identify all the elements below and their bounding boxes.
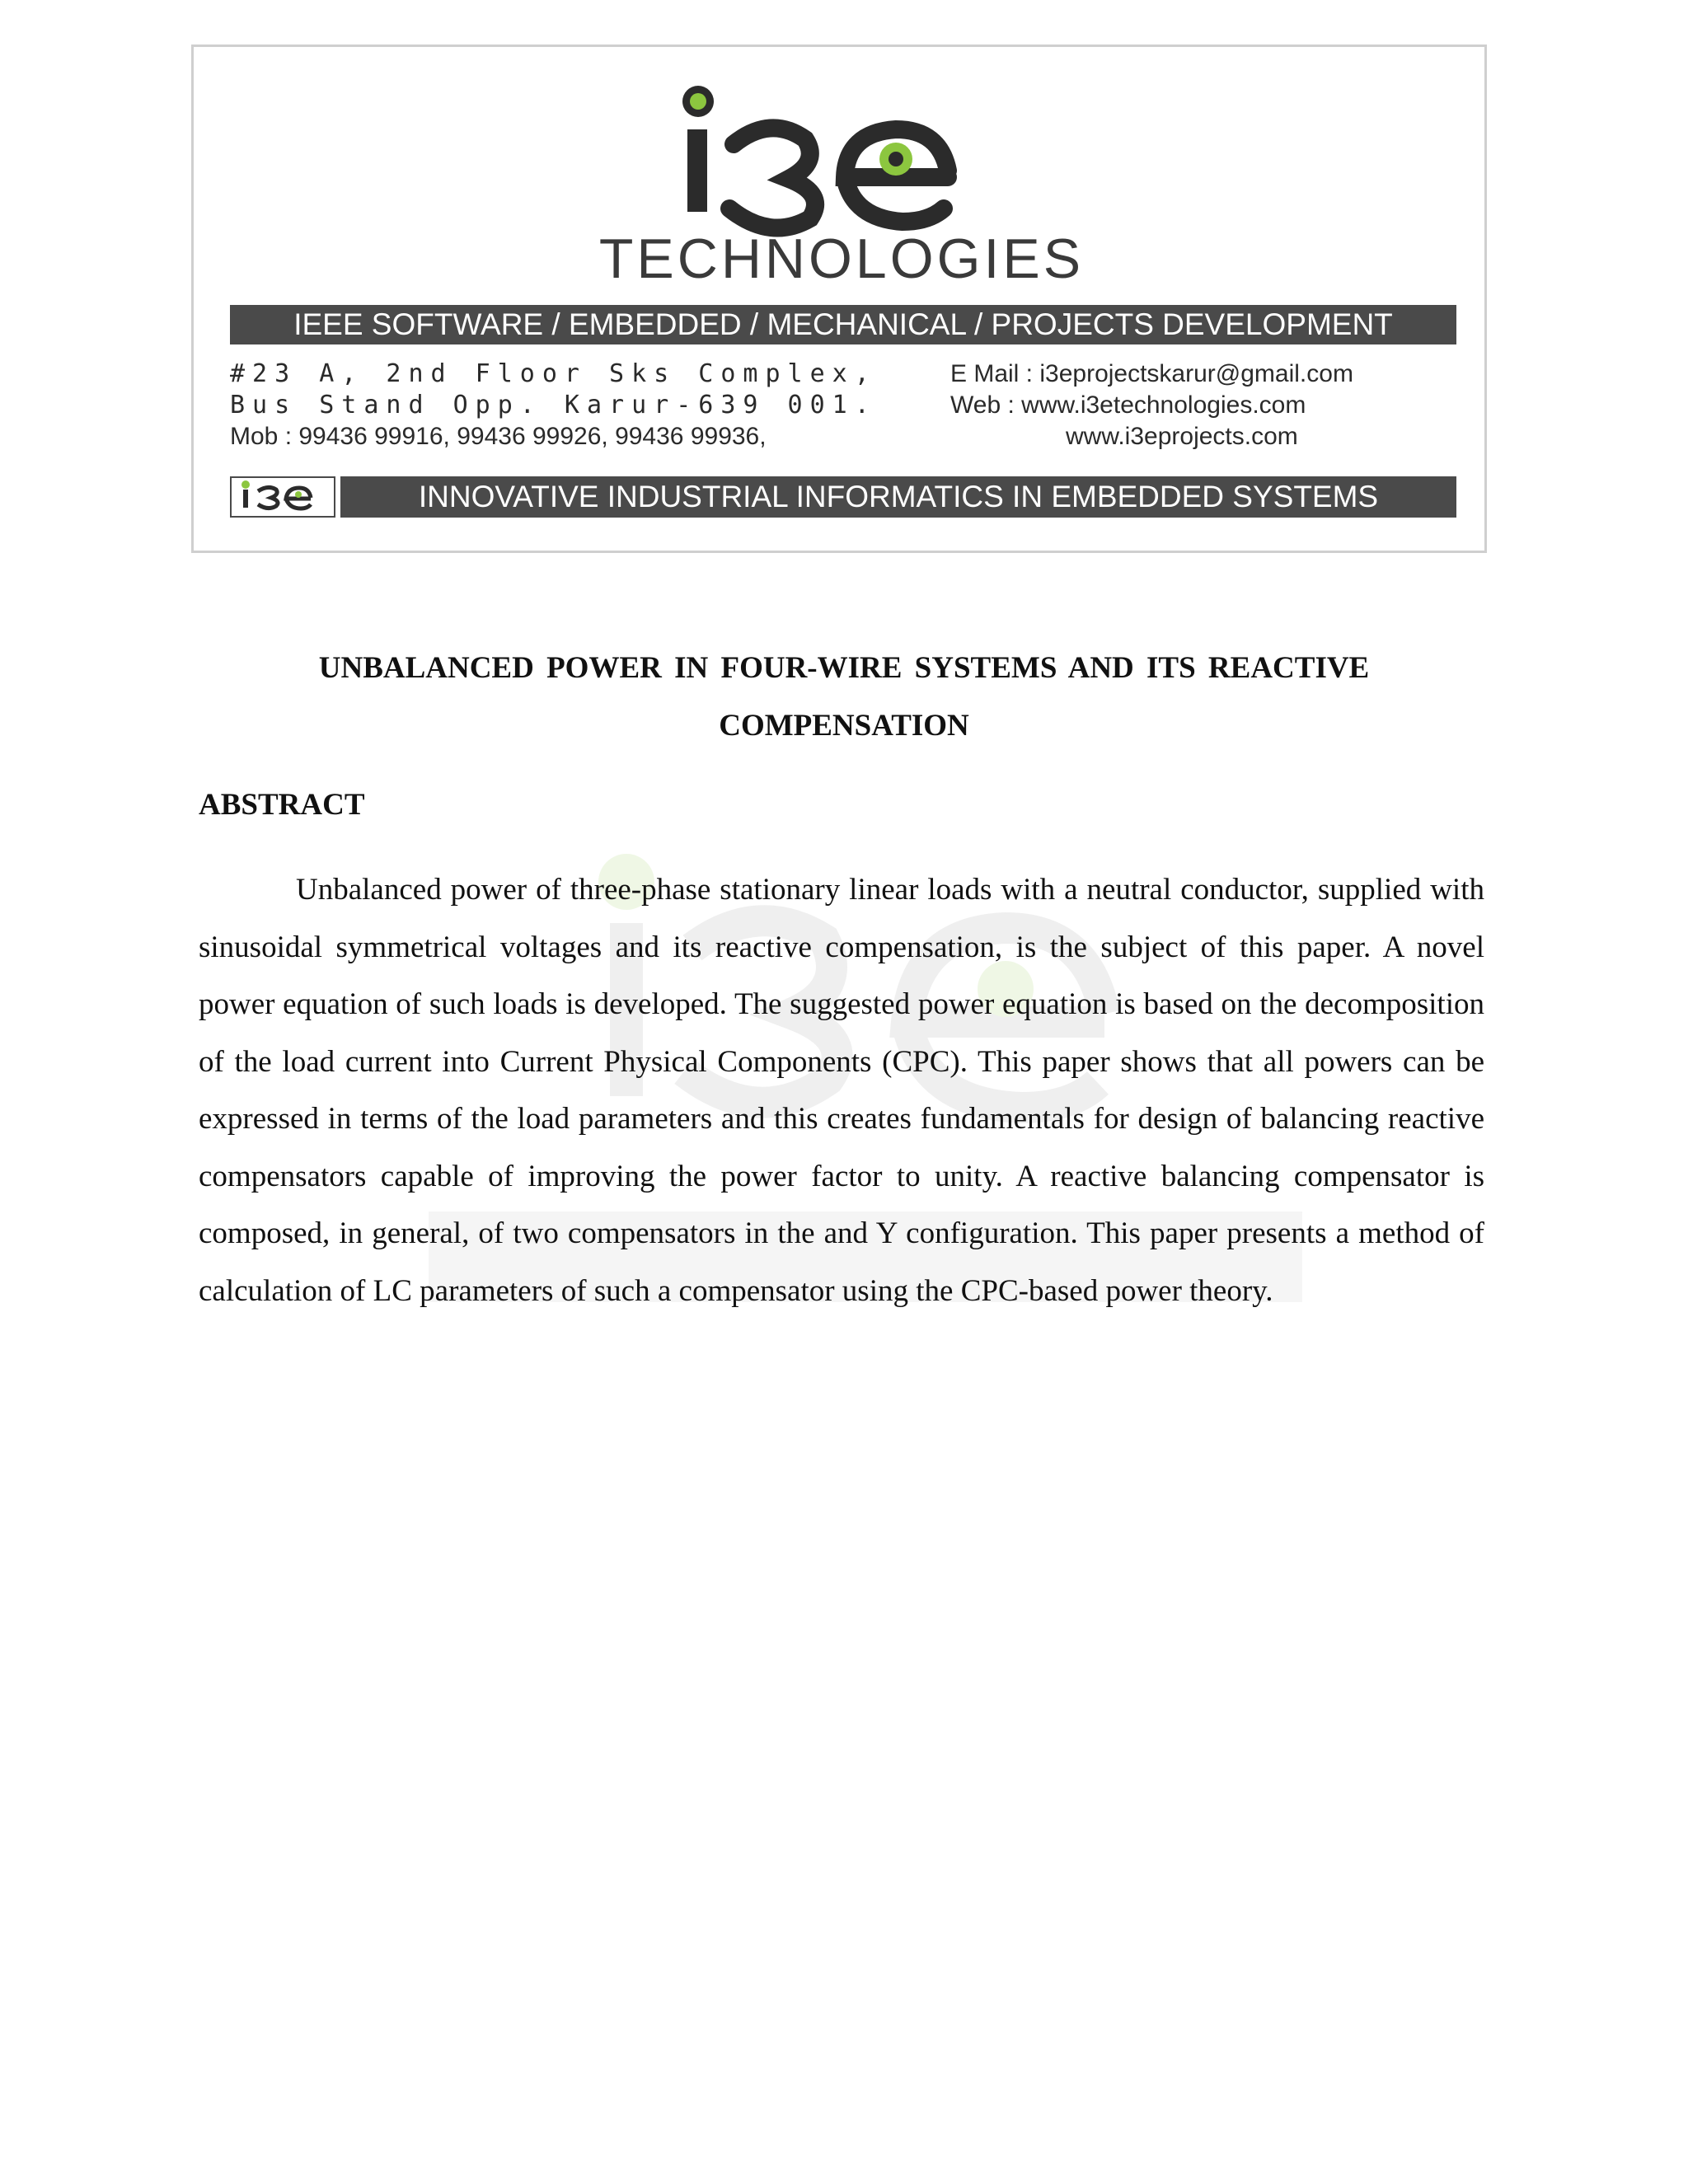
title-line: COMPENSATION bbox=[719, 709, 969, 743]
small-i3e-logo-icon bbox=[230, 476, 335, 518]
address-block bbox=[230, 359, 877, 452]
contact-block bbox=[950, 359, 1353, 452]
tagline-bar: IEEE SOFTWARE / EMBEDDED / MECHANICAL / PROJECTS DEVELOPMENT bbox=[230, 305, 1456, 344]
document-title bbox=[247, 640, 1441, 755]
website-link: www.i3eprojects.com bbox=[1066, 423, 1298, 450]
title-line: UNBALANCED POWER IN FOUR-WIRE SYSTEMS AND ITS REACTIVE bbox=[318, 651, 1370, 685]
address-line: #23 A, 2nd Floor Sks Complex, bbox=[230, 359, 877, 388]
letterhead-banner bbox=[191, 45, 1487, 553]
abstract-paragraph: Unbalanced power of three-phase stationary linear loads with a neutral conductor, supplied with sinusoidal symmetrical voltages and its reactive compensation, is the subject of this paper. A novel power equation of such loads is developed. The suggested power equation is based on the decomposition of the load current into Current Physical Components (CPC). This paper shows that all powers can be expressed in terms of the load parameters and this creates fundamentals for design of balancing reactive compensators capable of improving the power factor to unity. A reactive balancing compensator is composed, in general, of two compensators in the and Y configuration. This paper presents a method of calculation of LC parameters of such a compensator using the CPC-based power theory. bbox=[199, 873, 1484, 1308]
address-line: Bus Stand Opp. Karur-639 001. bbox=[230, 391, 877, 419]
mobile-numbers: Mob : 99436 99916, 99436 99926, 99436 99936, bbox=[230, 423, 767, 450]
website-link: Web : www.i3etechnologies.com bbox=[950, 391, 1306, 419]
section-heading: ABSTRACT bbox=[199, 788, 365, 822]
company-name: TECHNOLOGIES bbox=[598, 227, 1085, 290]
email-address: E Mail : i3eprojectskarur@gmail.com bbox=[950, 360, 1353, 387]
footer-tagline-bar: INNOVATIVE INDUSTRIAL INFORMATICS IN EMBEDDED SYSTEMS bbox=[340, 476, 1456, 518]
